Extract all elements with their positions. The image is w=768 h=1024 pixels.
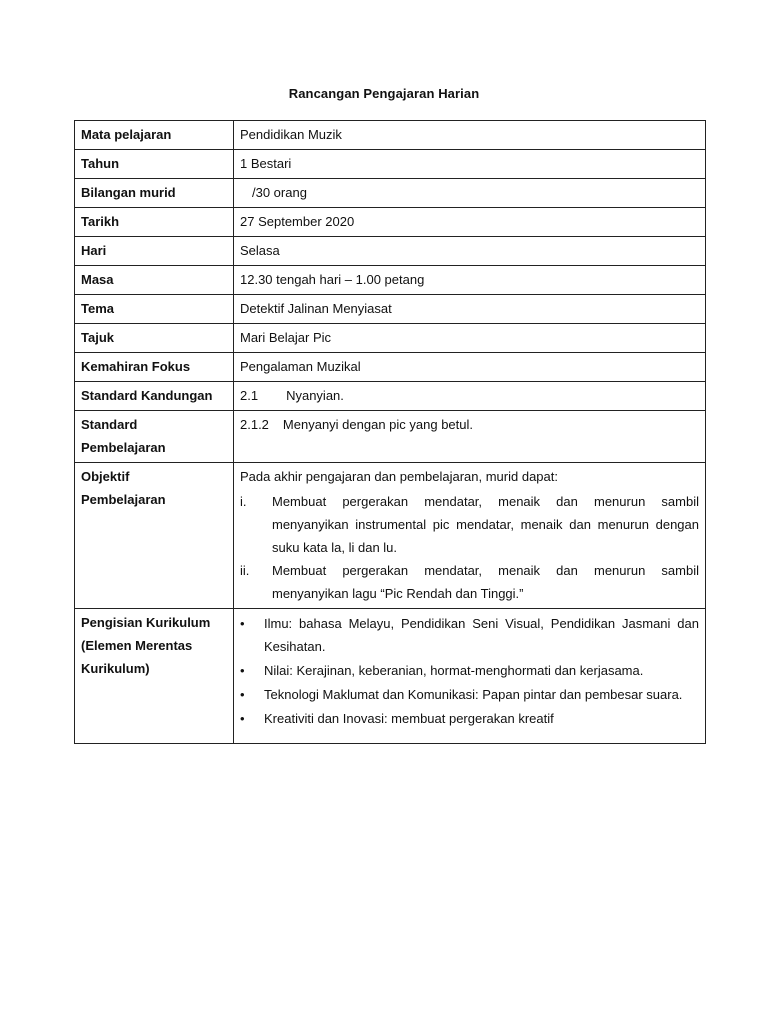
row-label: Masa [75,266,234,295]
row-label: Pengisian Kurikulum [81,615,211,630]
row-label: Objektif [81,469,130,484]
table-row [75,609,706,744]
row-value: Detektif Jalinan Menyiasat [234,295,706,324]
row-label: Kurikulum) [81,661,150,676]
bullet-icon: • [240,687,245,702]
list-number: i. [240,494,247,509]
list-item [240,659,699,682]
standard-code: 2.1.2 [240,417,269,432]
row-label: Kemahiran Fokus [75,353,234,382]
standard-code: 2.1 [240,388,259,403]
table-row [75,353,706,382]
list-item [240,683,699,706]
row-value: Mari Belajar Pic [234,324,706,353]
list-text: Kreativiti dan Inovasi: membuat pergerakan kreatif [264,711,554,726]
row-label-container [75,463,234,609]
bullet-icon: • [240,663,245,678]
list-item [240,559,699,605]
table-row [75,237,706,266]
row-value: 12.30 tengah hari – 1.00 petang [234,266,706,295]
row-label: Tahun [75,150,234,179]
row-value: Nyanyian. [286,388,344,403]
objectives-cell [234,463,706,609]
row-value: 1 Bestari [234,150,706,179]
cell-spacer [240,730,699,740]
lesson-plan-table [74,120,706,744]
table-row [75,208,706,237]
table-row [75,150,706,179]
row-value: Pengalaman Muzikal [234,353,706,382]
row-value: Pendidikan Muzik [234,121,706,150]
row-label: Tajuk [75,324,234,353]
row-label: Tema [75,295,234,324]
objectives-intro: Pada akhir pengajaran dan pembelajaran, murid dapat: [240,469,558,484]
row-label: Pembelajaran [81,440,166,455]
list-number: ii. [240,563,250,578]
list-item [240,612,699,658]
row-label: Mata pelajaran [75,121,234,150]
row-value: Selasa [234,237,706,266]
row-value-container [234,411,706,463]
table-row [75,382,706,411]
row-value-container [234,179,706,208]
row-label: Bilangan murid [75,179,234,208]
bullet-icon: • [240,616,245,631]
row-label: Standard Kandungan [75,382,234,411]
document-title: Rancangan Pengajaran Harian [288,86,480,101]
objectives-list [240,490,699,605]
row-label: Standard [81,417,138,432]
row-label: Pembelajaran [81,492,166,507]
row-value-container [234,382,706,411]
table-row [75,179,706,208]
bullet-icon: • [240,711,245,726]
table-row [75,411,706,463]
table-row [75,463,706,609]
curriculum-cell [234,609,706,744]
list-text: Membuat pergerakan mendatar, menaik dan menurun sambil menyanyikan instrumental pic mendatar, menaik dan menurun dengan suku kata la, li dan lu. [272,494,699,555]
table-row [75,324,706,353]
row-label: (Elemen Merentas [81,638,193,653]
list-text: Teknologi Maklumat dan Komunikasi: Papan pintar dan pembesar suara. [264,687,683,702]
list-text: Nilai: Kerajinan, keberanian, hormat-menghormati dan kerjasama. [264,663,644,678]
row-label: Hari [75,237,234,266]
list-item [240,707,699,730]
list-text: Membuat pergerakan mendatar, menaik dan menurun sambil menyanyikan lagu “Pic Rendah dan Tinggi.” [272,563,699,601]
list-text: Ilmu: bahasa Melayu, Pendidikan Seni Visual, Pendidikan Jasmani dan Kesihatan. [264,616,699,654]
row-label-container [75,609,234,744]
table-row [75,295,706,324]
row-value: 27 September 2020 [234,208,706,237]
list-item [240,490,699,559]
row-value: Menyanyi dengan pic yang betul. [282,417,473,432]
row-label-container [75,411,234,463]
table-row [75,266,706,295]
row-label: Tarikh [75,208,234,237]
table-row [75,121,706,150]
row-value: /30 orang [252,185,307,200]
